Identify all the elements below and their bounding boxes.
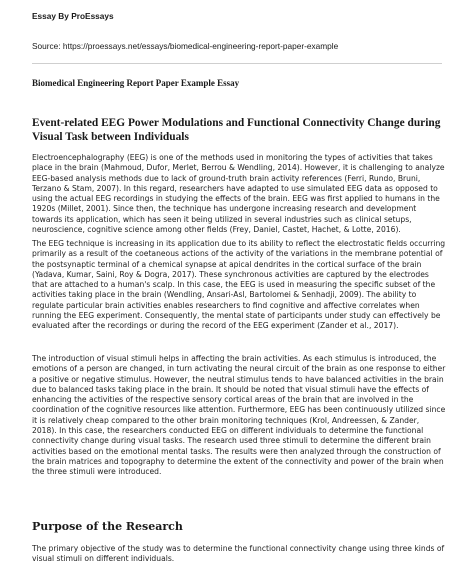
paragraph: The introduction of visual stimuli helps in affecting the brain activities. As each stimulus is introduced, the emotions of a person are changed, in turn activating the neural circuit of the brain as one response to either a positive or negative stimulus. However, the neutral stimulus tends to have balanced activities in the brain due to balanced tasks taking place in the brain. It should be noted that visual stimuli have the effects of enhancing the activities of the respective sensory cortical areas of the brain that are involved in the coordination of the cognitive resources like attention. Furthermore, EEG has been continuously utilized since it is relatively cheap compared to the other brain monitoring techniques (Krol, Andreessen, & Zander, 2018). In this case, the researchers conducted EEG on different individuals to determine the functional connectivity change during visual tasks. The research used three stimuli to determine the different brain activities based on the emotional mental tasks. The results were then analyzed through the construction of the brain matrices and topography to determine the extent of the connectivity and power of the brain when the three stimuli were introduced. (32, 354, 446, 477)
source-line: Source: https://proessays.net/essays/biomedical-engineering-report-paper-example (32, 41, 339, 51)
paragraph: The primary objective of the study was to determine the functional connectivity change using three kinds of visual stimuli on different individuals. (32, 544, 445, 564)
section-heading: Purpose of the Research (32, 520, 183, 533)
paragraph: The EEG technique is increasing in its application due to its ability to reflect the electrostatic fields occurring primarily as a result of the coetaneous actions of the activity of the variations in the membrane potential of the postsynaptic terminal of a chemical synapse at apical dendrites in the cortical surface of the brain (Yadava, Kumar, Saini, Roy & Dogra, 2017). These synchronous activities are captured by the electrodes that are attached to a human's scalp. In this case, the EEG is used in measuring the specific subset of the activities taking place in the brain (Wendling, Ansari-Asl, Bartolomei & Senhadji, 2009). The ability to regulate particular brain activities enables researchers to find cognitive and affective correlates when running the EEG experiment. Consequently, the mental state of participants under study can effectively be evaluated after the recordings or during the record of the EEG experiment (Zander et al., 2017). (32, 239, 446, 331)
site-brand: Essay By ProEssays (32, 11, 114, 21)
document-title: Biomedical Engineering Report Paper Example Essay (32, 78, 240, 88)
paragraph: Electroencephalography (EEG) is one of the methods used in monitoring the types of activities that takes place in the brain (Mahmoud, Dufor, Merlet, Berrou & Wendling, 2014). However, it is challenging to analyze EEG-based analysis methods due to lack of ground-truth brain activity references (Ferri, Rundo, Bruni, Terzano & Stam, 2007). In this regard, researchers have adapted to use simulated EEG data as opposed to using the actual EEG recordings in studying the effects of the brain. EEG was first applied to humans in the 1920s (Millet, 2001). Since then, the technique has undergone increasing research and development towards its application, which has seen it being utilized in several industries such as clinical setups, neuroscience, cognitive science among other fields (Frey, Daniel, Castet, Hachet, & Lotte, 2016). (32, 153, 445, 235)
essay-heading: Event-related EEG Power Modulations and Functional Connectivity Change during Visual Task between Individuals (32, 117, 441, 143)
divider (32, 63, 442, 64)
